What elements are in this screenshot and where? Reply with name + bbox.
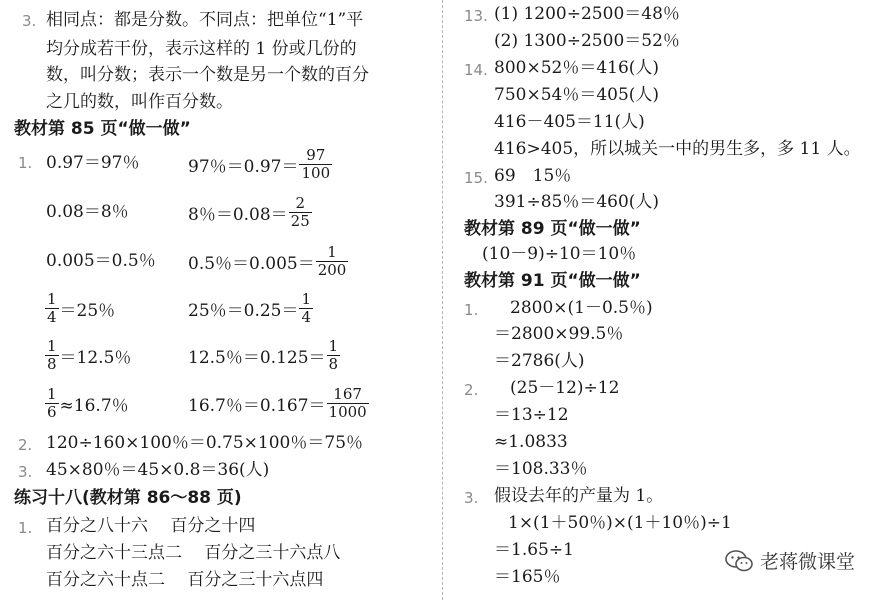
fraction [289,195,312,230]
fraction [327,338,341,373]
column-divider [442,0,443,600]
numerator: 1 [301,289,312,308]
numerator: 1 [47,336,57,355]
equation-text: ＝25％ [59,300,116,321]
equation [188,383,370,423]
equation: ＝1.65÷1 [494,540,574,560]
equation-text: 12.5％＝0.125＝ [188,347,326,368]
equation: 2800×(1－0.5％) [510,298,653,318]
equation [44,383,129,423]
equation: ＝165％ [494,567,561,587]
equation-text: 25％＝0.25＝ [188,300,299,321]
equation: ＝108.33％ [494,459,588,479]
denominator: 25 [290,211,310,230]
section-heading: 练习十八(教材第 86～88 页) [14,488,242,508]
answer-line: 之几的数，叫作百分数。 [46,92,233,112]
equation: ＝2786(人) [494,351,585,371]
equation: ≈1.0833 [494,432,568,452]
equation [188,241,349,281]
equation: 416－405＝11(人) [494,112,645,132]
equation-text: 0.5％＝0.005＝ [188,253,315,274]
equation: 0.005＝0.5％ [46,251,156,271]
equation-text: 8％＝0.08＝ [188,204,288,225]
item-number: 3. [22,12,37,30]
fraction [299,147,332,182]
equation-text: ≈16.7％ [59,395,129,416]
equation [44,288,115,328]
numerator: 1 [47,384,57,403]
section-heading: 教材第 85 页“做一做” [14,119,191,139]
equation: 45×80％＝45×0.8＝36(人) [46,460,270,480]
answer-line: 416>405，所以城关一中的男生多，多 11 人。 [494,139,861,159]
item-number: 14. [464,61,488,79]
answer-line: 相同点：都是分数。不同点：把单位“1”平 [46,10,364,30]
denominator: 4 [47,307,57,326]
item-number: 3. [464,489,479,507]
answer-line: 假设去年的产量为 1。 [494,486,664,506]
section-heading: 教材第 91 页“做一做” [464,271,641,291]
fraction [299,291,313,326]
fraction [45,386,59,421]
denominator: 6 [47,402,57,421]
equation: 391÷85％＝460(人) [494,192,660,212]
answer-line: 百分之六十三点二 百分之三十六点八 [46,543,341,563]
equation: (1) 1200÷2500＝48％ [494,4,680,24]
left-column [0,0,440,600]
item-number: 2. [464,381,479,399]
denominator: 200 [317,260,347,279]
numerator: 1 [327,242,337,261]
fraction [316,244,349,279]
equation-text: 97％＝0.97＝ [188,156,299,177]
equation: ＝13÷12 [494,405,569,425]
watermark [724,547,855,574]
equation [188,144,333,184]
denominator: 1000 [328,402,367,421]
answer-line: 69 15％ [494,166,572,186]
equation: 800×52％＝416(人) [494,58,660,78]
equation: (2) 1300÷2500＝52％ [494,31,680,51]
equation [188,288,314,328]
equation: (10－9)÷10＝10％ [482,244,637,264]
denominator: 8 [47,354,57,373]
right-column [448,0,885,600]
section-heading: 教材第 89 页“做一做” [464,219,641,239]
denominator: 8 [328,354,339,373]
denominator: 100 [301,163,331,182]
item-number: 13. [464,7,488,25]
numerator: 2 [295,193,305,212]
equation: 0.08＝8％ [46,202,129,222]
answer-line: 均分成若干份，表示这样的 1 份或几份的 [46,39,357,59]
fraction [45,338,59,373]
answer-line: 百分之六十点二 百分之三十六点四 [46,570,324,590]
equation: 120÷160×100％＝0.75×100％＝75％ [46,433,364,453]
fraction [45,291,59,326]
fraction [327,386,369,421]
equation-text: 16.7％＝0.167＝ [188,395,326,416]
numerator: 1 [47,289,57,308]
item-number: 1. [464,301,479,319]
item-number: 3. [18,463,33,481]
equation: 750×54％＝405(人) [494,85,660,105]
equation: ＝2800×99.5％ [494,324,624,344]
equation: (25－12)÷12 [510,378,620,398]
item-number: 1. [18,519,33,537]
numerator: 167 [333,384,362,403]
watermark-text: 老蒋微课堂 [759,551,855,573]
equation-text: ＝12.5％ [59,347,132,368]
equation [188,192,313,232]
equation: 1×(1＋50％)×(1＋10％)÷1 [508,513,732,533]
item-number: 2. [18,436,33,454]
item-number: 1. [18,154,33,172]
denominator: 4 [301,307,312,326]
answer-line: 数，叫分数；表示一个数是另一个数的百分 [46,65,369,85]
equation [188,335,341,375]
item-number: 15. [464,169,488,187]
answer-line: 百分之八十六 百分之十四 [46,516,256,536]
equation: 0.97＝97％ [46,153,140,173]
equation [44,335,131,375]
wechat-icon [724,549,754,573]
numerator: 97 [306,145,326,164]
numerator: 1 [328,336,339,355]
